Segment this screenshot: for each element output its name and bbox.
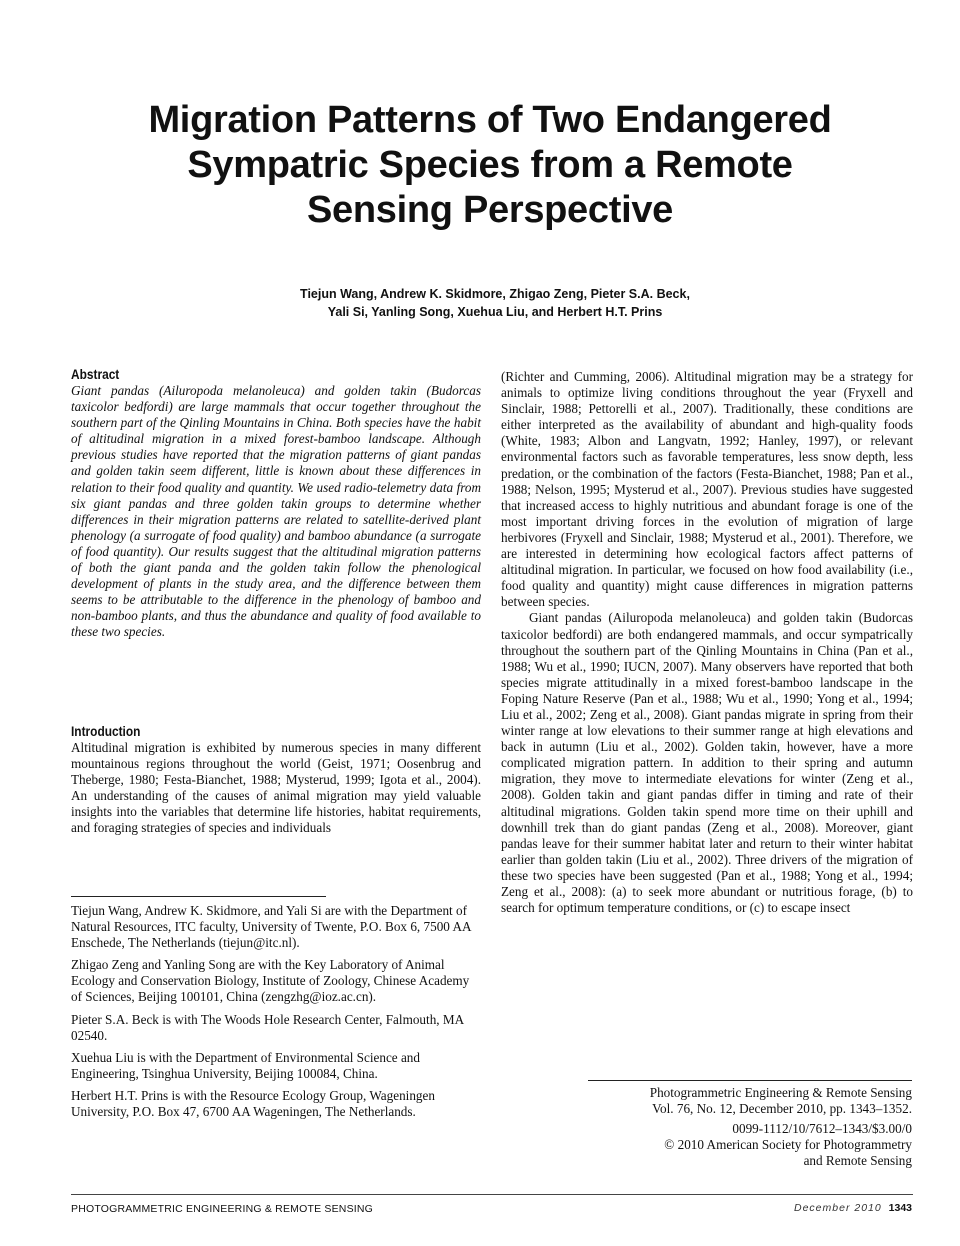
journal-copyright: © 2010 American Society for Photogrammetry bbox=[664, 1137, 912, 1152]
journal-citation-name: Photogrammetric Engineering & Remote Sensing bbox=[649, 1085, 912, 1100]
body-paragraph: (Richter and Cumming, 2006). Altitudinal migration may be a strategy for animals to optimize living conditions throughout the year (Fryxell and Sinclair, 1988; Pettorelli et al., 2007). Traditionally, these conditions are either interpreted as the availability of abundant and high-quality foods (White, 1983; Albon and Langvatn, 1992; Hanley, 1997), or relevant environmental factors such as favorable temperatures, less snow depth, less predation, or the combination of the factors (Festa-Bianchet, 1988; Pan et al., 1988; Nelson, 1995; Mysterud et al., 2007). Previous studies have suggested that increased access to highly nutritious and abundant forage is one of the most important driving forces in the evolution of migration of large herbivores (Fryxell and Sinclair, 1988; Mysterud et al., 2001). Therefore, we are interested in determining how ecological factors affect patterns of altitudinal migration. In particular, we focused on how food availability (i.e., food quality and quantity) might cause differences in migration patterns between species. bbox=[501, 369, 913, 610]
page-number: 1343 bbox=[888, 1202, 912, 1214]
affiliation-item: Xuehua Liu is with the Department of Environmental Science and Engineering, Tsinghua University, Beijing 100084, China. bbox=[71, 1049, 420, 1081]
affiliation-item: Herbert H.T. Prins is with the Resource Ecology Group, Wageningen University, P.O. Box 47, 6700 AA Wageningen, The Netherlands. bbox=[71, 1087, 435, 1120]
abstract-section bbox=[71, 366, 481, 641]
journal-citation-volume: Vol. 76, No. 12, December 2010, pp. 1343–1352. bbox=[652, 1101, 912, 1116]
journal-info-rule bbox=[588, 1080, 912, 1081]
author-line-1: Tiejun Wang, Andrew K. Skidmore, Zhigao Zeng, Pieter S.A. Beck, bbox=[300, 287, 690, 301]
body-paragraph: Giant pandas (Ailuropoda melanoleuca) and golden takin (Budorcas taxicolor bedfordi) are both endangered mammals, and occur sympatrically throughout the southern part of the Qinling Mountains in China (Pan et al., 1988; Wu et al., 1990; IUCN, 2007). Many observers have reported that both species migrate attitudinally in a mixed forest-bamboo landscape in the Foping Nature Reserve (Pan et al., 1988; Wu et al., 1990; Yong et al., 1994; Liu et al., 2002; Zeng et al., 2008). Giant pandas migrate in spring from their winter range at low elevations to their summer range at high elevations and back in autumn (Liu et al., 2002). Golden takin, however, have a more complicated migration pattern. In addition to their spring and autumn migration, they move to intermediate elevations for winter (Zeng et al., 2008). Golden takin and giant pandas differ in timing and rate of their altitudinal migrations. Golden takin spend more time on their uphill and downhill trek than do giant pandas (Zeng et al., 2008). Moreover, giant pandas leave for their summer habitat later and return to their winter habitat earlier than golden takin (Liu et al., 2002). Three drivers of the migration of these two species have been suggested (Pan et al., 1988; Yong et al., 1994; Zeng et al., 2008): (a) to seek more abundant or nutritious forage, (b) to search for optimum temperature conditions, or (c) to escape insect bbox=[501, 610, 913, 916]
footnote-rule bbox=[71, 896, 326, 897]
journal-info bbox=[540, 1085, 912, 1169]
footer-date: December 2010 bbox=[794, 1202, 882, 1214]
journal-issn: 0099-1112/10/7612–1343/$3.00/0 bbox=[732, 1121, 912, 1136]
footer-page-info bbox=[794, 1202, 912, 1214]
introduction-section bbox=[71, 723, 481, 837]
affiliations bbox=[71, 903, 481, 1126]
affiliation-item: Tiejun Wang, Andrew K. Skidmore, and Yali Si are with the Department of Natural Resources, ITC faculty, University of Twente, P.O. Box 6, 7500 AA Enschede, The Netherlands (tiejun@itc.nl). bbox=[71, 903, 471, 951]
footer-rule bbox=[71, 1194, 913, 1195]
introduction-heading: Introduction bbox=[71, 723, 141, 739]
introduction-text: Altitudinal migration is exhibited by numerous species in many different mountainous regions throughout the world (Geist, 1971; Oosenbrug and Theberge, 1980; Festa-Bianchet, 1988; Mysterud, 1999; Igota et al., 2004). An understanding of the causes of animal migration may yield valuable insights into the variables that determine life histories, habitat requirements, and foraging strategies of species and individuals bbox=[71, 740, 481, 836]
abstract-heading: Abstract bbox=[71, 366, 120, 382]
footer-journal-name: PHOTOGRAMMETRIC ENGINEERING & REMOTE SENSING bbox=[71, 1203, 374, 1215]
author-list bbox=[150, 285, 840, 321]
abstract-text: Giant pandas (Ailuropoda melanoleuca) and golden takin (Budorcas taxicolor bedfordi) are large mammals that occur together throughout the southern part of the Qinling Mountains in China. Both species have the habit of altitudinal migration in a mixed forest-bamboo landscape. Although previous studies have reported that the migration patterns of giant pandas and golden takin seem different, little is known about these differences in relation to their food quality and quantity. We used radio-telemetry data from six giant pandas and three golden takin groups to determine whether differences in their migration patterns are related to satellite-derived plant phenology (a surrogate of food quality) and bamboo abundance (a surrogate of food quantity). Our results suggest that the altitudinal migration patterns of both the giant panda and the golden takin follow the phenological development of plants in the study area, and the difference between them seems to be attributable to the difference in the phenology of bamboo and non-bamboo plants, and thus the abundance and quality of food available to these two species. bbox=[71, 383, 481, 640]
author-line-2: Yali Si, Yanling Song, Xuehua Liu, and Herbert H.T. Prins bbox=[327, 305, 663, 319]
affiliation-item: Pieter S.A. Beck is with The Woods Hole Research Center, Falmouth, MA 02540. bbox=[71, 1011, 464, 1043]
right-column-text bbox=[501, 369, 913, 916]
journal-copyright-cont: and Remote Sensing bbox=[803, 1153, 912, 1168]
affiliation-item: Zhigao Zeng and Yanling Song are with the Key Laboratory of Animal Ecology and Conservation Biology, Institute of Zoology, Chinese Academy of Sciences, Beijing 100101, China (zengzhg@ioz.ac.cn). bbox=[71, 957, 470, 1005]
paper-title: Migration Patterns of Two Endangered Sympatric Species from a Remote Sensing Perspective bbox=[148, 99, 832, 231]
